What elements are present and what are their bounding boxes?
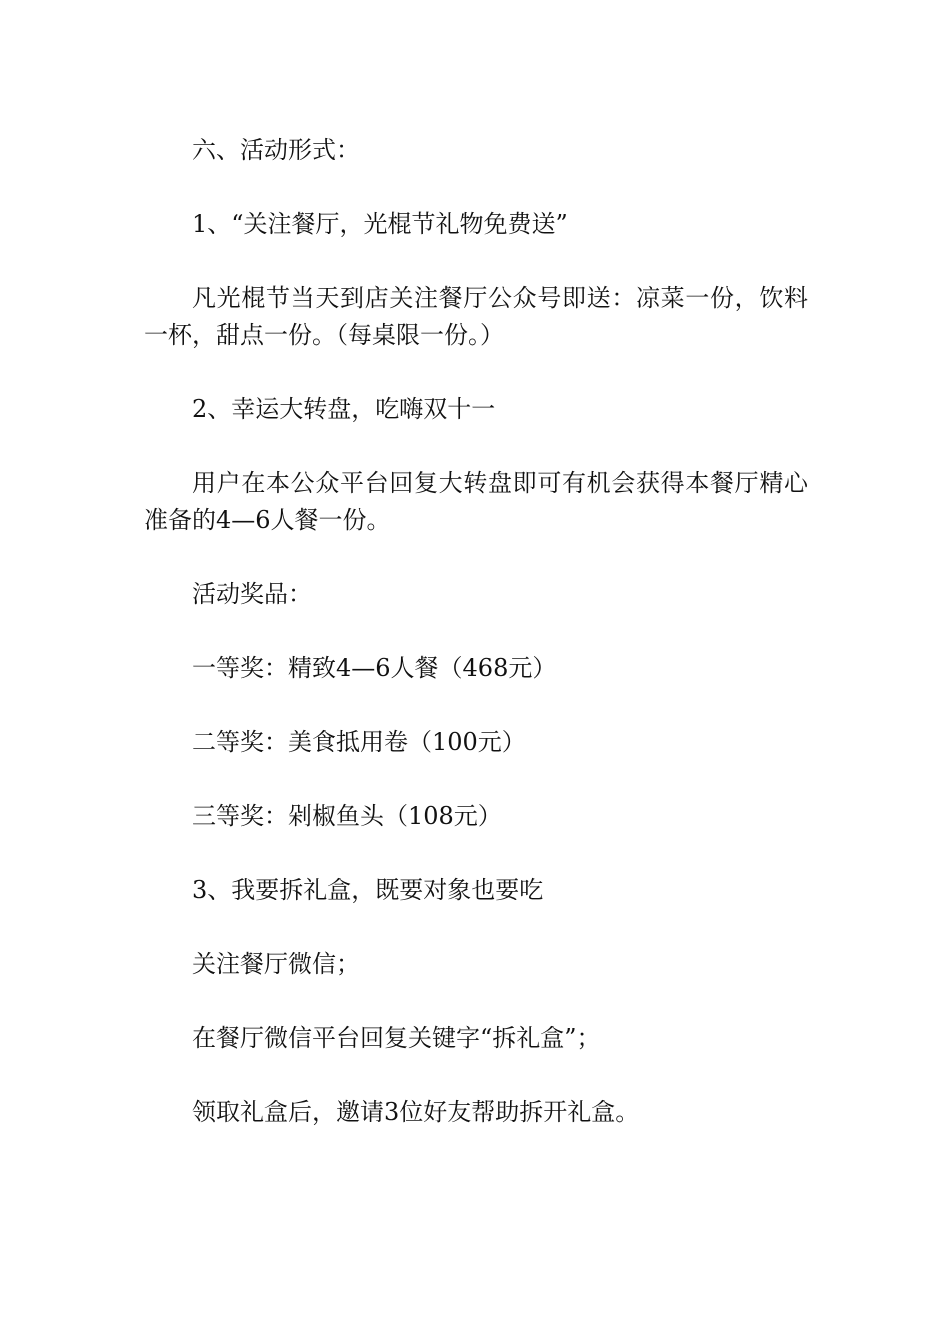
activity-1-description: 凡光棍节当天到店关注餐厅公众号即送：凉菜一份，饮料一杯，甜点一份。（每桌限一份。） [144,284,808,349]
prize-first: 一等奖：精致4—6人餐（468元） [192,654,557,682]
activity-2-description: 用户在本公众平台回复大转盘即可有机会获得本餐厅精心准备的4—6人餐一份。 [144,469,808,534]
activity-3-step-2: 在餐厅微信平台回复关键字“拆礼盒”； [192,1024,601,1052]
prizes-heading: 活动奖品： [192,580,312,608]
activity-3-step-1: 关注餐厅微信； [192,950,360,978]
prize-second: 二等奖：美食抵用卷（100元） [192,728,526,756]
prize-third: 三等奖：剁椒鱼头（108元） [192,802,502,830]
document-body [144,132,808,1168]
section-heading: 六、活动形式： [192,136,360,164]
activity-2-title: 2、幸运大转盘，吃嗨双十一 [192,395,496,423]
activity-3-title: 3、我要拆礼盒，既要对象也要吃 [192,876,544,904]
activity-1-title: 1、“关注餐厅，光棍节礼物免费送” [192,210,568,238]
activity-3-step-3: 领取礼盒后，邀请3位好友帮助拆开礼盒。 [192,1098,640,1126]
